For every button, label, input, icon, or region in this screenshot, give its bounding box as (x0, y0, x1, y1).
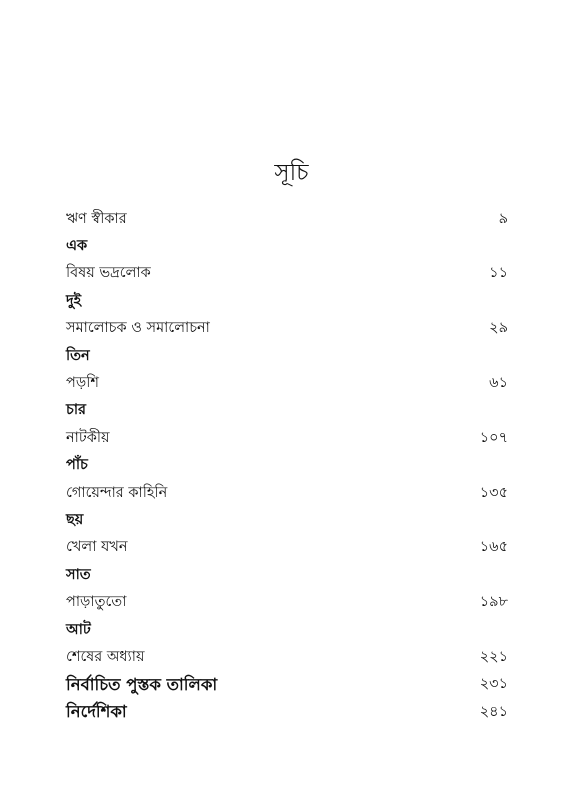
toc-entry-page: ১৬৫ (479, 539, 508, 556)
toc-chapter-heading-4 (66, 398, 508, 425)
chapter-heading-label: চার (66, 401, 87, 419)
page-title: সূচি (274, 160, 309, 186)
toc-entry-page: ৬১ (489, 375, 508, 392)
toc-entry-page: ২৩১ (479, 676, 508, 693)
toc-entry-bibliography (66, 672, 508, 699)
toc-entry-index (66, 699, 508, 726)
toc-chapter-heading-6 (66, 507, 508, 534)
toc-entry-chapter-8 (66, 644, 508, 671)
chapter-heading-label: এক (66, 237, 88, 255)
toc-entry-page: ১৯৮ (479, 594, 508, 611)
toc-entry-page: ২২১ (479, 648, 508, 665)
toc-entry-chapter-5 (66, 480, 508, 507)
chapter-heading-label: তিন (66, 346, 90, 364)
toc-entry-chapter-4 (66, 425, 508, 452)
toc-entry-label: গোয়েন্দার কাহিনি (66, 484, 168, 501)
toc-chapter-heading-2 (66, 288, 508, 315)
toc-entry-label: নির্দেশিকা (66, 702, 127, 722)
chapter-heading-label: আট (66, 620, 91, 638)
toc-entry-label: পড়শি (66, 375, 99, 392)
toc-chapter-heading-1 (66, 233, 508, 260)
toc-chapter-heading-8 (66, 617, 508, 644)
toc-entry-label: ঋণ স্বীকার (66, 210, 127, 227)
toc-chapter-heading-5 (66, 453, 508, 480)
toc-entry-label: শেষের অধ্যায় (66, 648, 145, 665)
toc-entry-label: বিষয় ভদ্রলোক (66, 265, 151, 282)
table-of-contents (66, 206, 508, 726)
chapter-heading-label: দুই (66, 291, 82, 309)
toc-entry-label: পাড়াতুতো (66, 594, 127, 611)
toc-entry-label: নাটকীয় (66, 429, 110, 446)
chapter-heading-label: পাঁচ (66, 456, 88, 474)
toc-chapter-heading-7 (66, 562, 508, 589)
toc-entry-chapter-2 (66, 316, 508, 343)
toc-entry-page: ৯ (498, 210, 508, 227)
toc-entry-page: ১৩৫ (479, 484, 508, 501)
toc-entry-page: ১০৭ (479, 429, 508, 446)
toc-chapter-heading-3 (66, 343, 508, 370)
chapter-heading-label: সাত (66, 565, 91, 583)
toc-entry-chapter-3 (66, 370, 508, 397)
toc-entry-label: সমালোচক ও সমালোচনা (66, 320, 210, 337)
chapter-heading-label: ছয় (66, 510, 84, 528)
toc-entry-page: ১১ (489, 265, 508, 282)
toc-entry-page: ২৯ (489, 320, 508, 337)
toc-entry-label: নির্বাচিত পুস্তক তালিকা (66, 674, 218, 694)
toc-entry-chapter-7 (66, 589, 508, 616)
toc-entry-label: খেলা যখন (66, 539, 128, 556)
toc-entry-chapter-1 (66, 261, 508, 288)
toc-entry-chapter-6 (66, 535, 508, 562)
toc-entry-acknowledgement (66, 206, 508, 233)
toc-entry-page: ২৪১ (479, 703, 508, 720)
